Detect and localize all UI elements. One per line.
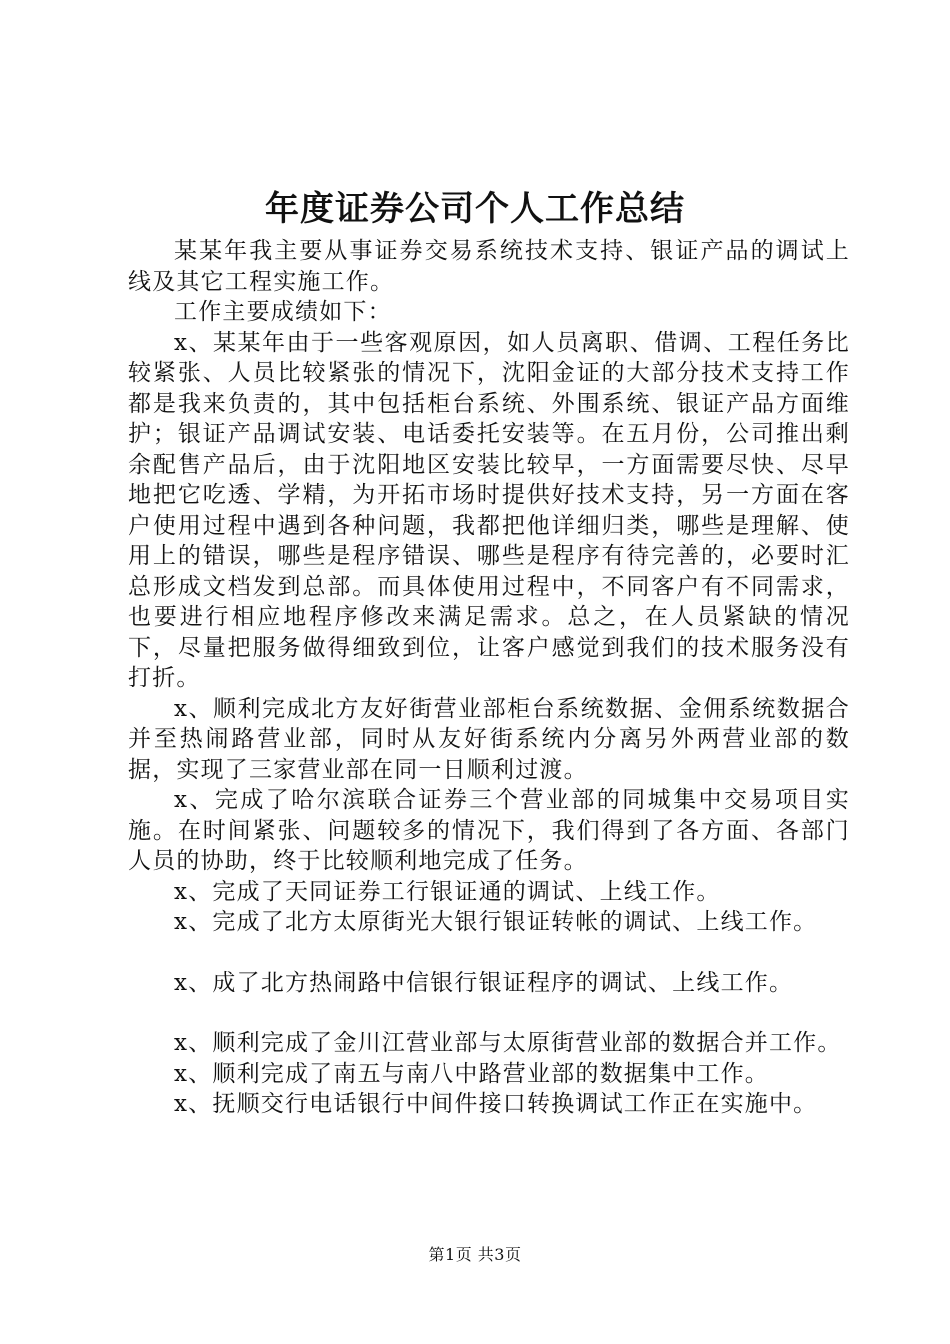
paragraph-item-6: x、成了北方热闹路中信银行银证程序的调试、上线工作。 bbox=[174, 969, 794, 996]
paragraph-item-1: x、某某年由于一些客观原因，如人员离职、借调、工程任务比较紧张、人员比较紧张的情况下，沈阳金证的大部分技术支持工作都是我来负责的，其中包括柜台系统、外围系统、银证产品方面维护；银证产品调试安装、电话委托安装等。在五月份，公司推出剩余配售产品后，由于沈阳地区安装比较早，一方面需要尽快、尽早地把它吃透、学精，为开拓市场时提供好技术支持，另一方面在客户使用过程中遇到各种问题，我都把他详细归类，哪些是理解、使用上的错误，哪些是程序错误、哪些是程序有待完善的，必要时汇总形成文档发到总部。而具体使用过程中，不同客户有不同需求，也要进行相应地程序修改来满足需求。总之，在人员紧缺的情况下，尽量把服务做得细致到位，让客户感觉到我们的技术服务没有打折。 bbox=[128, 329, 850, 691]
paragraph-intro: 某某年我主要从事证券交易系统技术支持、银证产品的调试上线及其它工程实施工作。 bbox=[128, 238, 850, 295]
document-body bbox=[128, 236, 850, 1120]
paragraph-item-4: x、完成了天同证券工行银证通的调试、上线工作。 bbox=[174, 878, 721, 905]
paragraph-item-5: x、完成了北方太原街光大银行银证转帐的调试、上线工作。 bbox=[174, 909, 818, 935]
paragraph-item-2: x、顺利完成北方友好街营业部柜台系统数据、金佣系统数据合并至热闹路营业部，同时从友好街系统内分离另外两营业部的数据，实现了三家营业部在同一日顺利过渡。 bbox=[128, 695, 850, 783]
paragraph-item-9: x、抚顺交行电话银行中间件接口转换调试工作正在实施中。 bbox=[174, 1091, 818, 1117]
paragraph-achievements-heading: 工作主要成绩如下： bbox=[174, 299, 392, 325]
document-title: 年度证券公司个人工作总结 bbox=[265, 189, 685, 229]
paragraph-item-7: x、顺利完成了金川江营业部与太原街营业部的数据合并工作。 bbox=[174, 1030, 842, 1056]
paragraph-item-3: x、完成了哈尔滨联合证券三个营业部的同城集中交易项目实施。在时间紧张、问题较多的情况下，我们得到了各方面、各部门人员的协助，终于比较顺利地完成了任务。 bbox=[128, 787, 850, 874]
page-footer: 第1页 共3页 bbox=[428, 1245, 522, 1264]
paragraph-item-8: x、顺利完成了南五与南八中路营业部的数据集中工作。 bbox=[174, 1060, 769, 1087]
